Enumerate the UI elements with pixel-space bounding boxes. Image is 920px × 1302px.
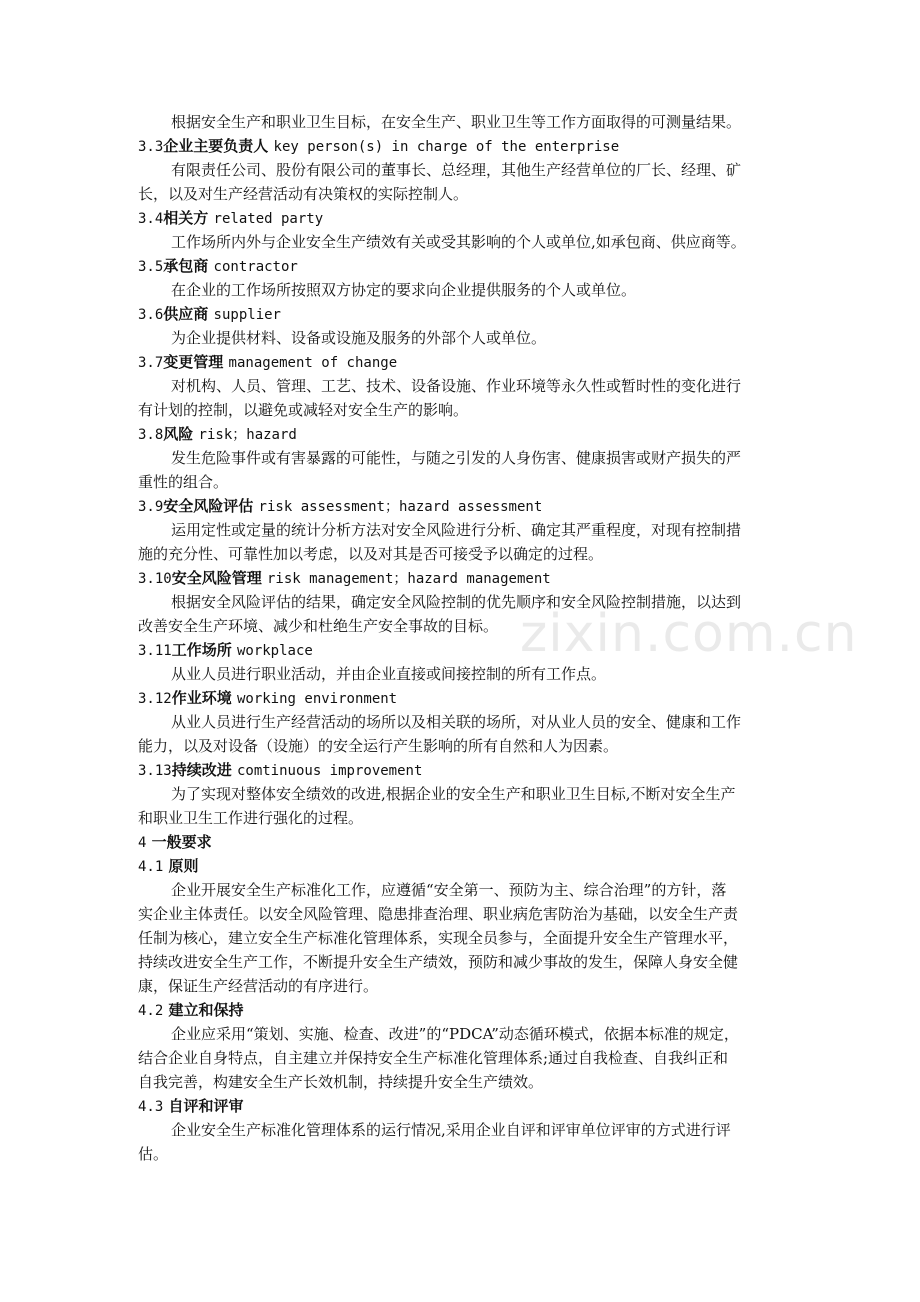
section-english-term: comtinuous improvement <box>236 763 423 779</box>
paragraph-line: 和职业卫生工作进行强化的过程。 <box>138 809 364 827</box>
paragraph-line: 估。 <box>138 1145 169 1163</box>
section-number: 3.11 <box>138 643 172 659</box>
section-number: 3.9 <box>138 499 164 515</box>
section-number: 4.3 <box>138 1099 164 1115</box>
section-english-term: key person(s) in charge of the enterprise <box>273 139 620 155</box>
section-number: 3.13 <box>138 763 172 779</box>
paragraph-line: 从业人员进行职业活动，并由企业直接或间接控制的所有工作点。 <box>171 665 607 683</box>
section-english-term: management of change <box>228 355 398 371</box>
section-title: 企业主要负责人 <box>163 137 269 155</box>
section-title: 风险 <box>163 425 194 443</box>
section-heading <box>138 350 788 374</box>
section-title: 安全风险管理 <box>171 569 262 587</box>
paragraph-line: 为企业提供材料、设备或设施及服务的外部个人或单位。 <box>171 329 547 347</box>
section-number: 3.7 <box>138 355 164 371</box>
section-number: 3.12 <box>138 691 172 707</box>
paragraph-line: 任制为核心，建立安全生产标准化管理体系，实现全员参与，全面提升安全生产管理水平， <box>138 929 739 947</box>
paragraph-line: 企业开展安全生产标准化工作，应遵循“安全第一、预防为主、综合治理”的方针，落 <box>171 881 727 899</box>
section-heading <box>138 422 788 446</box>
paragraph-line: 实企业主体责任。以安全风险管理、隐患排查治理、职业病危害防治为基础，以安全生产责 <box>138 905 739 923</box>
section-number: 3.4 <box>138 211 164 227</box>
section-heading <box>138 134 788 158</box>
section-title: 原则 <box>163 857 199 875</box>
section-heading <box>138 206 788 230</box>
section-english-term: risk management；hazard management <box>266 571 551 587</box>
section-english-term: risk assessment；hazard assessment <box>258 499 543 515</box>
paragraph-line: 自我完善，构建安全生产长效机制，持续提升安全生产绩效。 <box>138 1073 544 1091</box>
paragraph-line: 企业安全生产标准化管理体系的运行情况,采用企业自评和评审单位评审的方式进行评 <box>171 1121 731 1139</box>
paragraph-line: 重性的组合。 <box>138 473 229 491</box>
section-number: 3.10 <box>138 571 172 587</box>
section-title: 相关方 <box>163 209 209 227</box>
section-heading <box>138 1094 788 1118</box>
section-title: 承包商 <box>163 257 209 275</box>
paragraph-line: 从业人员进行生产经营活动的场所以及相关联的场所，对从业人员的安全、健康和工作 <box>171 713 742 731</box>
section-number: 3.8 <box>138 427 164 443</box>
watermark: zixin.com.cn <box>520 604 858 664</box>
section-english-term: risk；hazard <box>198 427 297 443</box>
paragraph-line: 运用定性或定量的统计分析方法对安全风险进行分析、确定其严重程度，对现有控制措 <box>171 521 742 539</box>
paragraph-line: 发生危险事件或有害暴露的可能性，与随之引发的人身伤害、健康损害或财产损失的严 <box>171 449 742 467</box>
section-english-term: workplace <box>236 643 313 659</box>
section-heading <box>138 854 788 878</box>
section-title: 变更管理 <box>163 353 224 371</box>
section-heading <box>138 638 788 662</box>
section-heading <box>138 758 788 782</box>
section-title: 工作场所 <box>171 641 232 659</box>
section-english-term: working environment <box>236 691 398 707</box>
section-heading <box>138 998 788 1022</box>
section-title: 供应商 <box>163 305 209 323</box>
paragraph-line: 施的充分性、可靠性加以考虑，以及对其是否可接受予以确定的过程。 <box>138 545 604 563</box>
section-title: 自评和评审 <box>163 1097 244 1115</box>
paragraph-line: 能力，以及对设备（设施）的安全运行产生影响的所有自然和人为因素。 <box>138 737 619 755</box>
section-number: 4.2 <box>138 1003 164 1019</box>
paragraph-line: 对机构、人员、管理、工艺、技术、设备设施、作业环境等永久性或暂时性的变化进行 <box>171 377 742 395</box>
section-english-term: related party <box>213 211 324 227</box>
paragraph-line: 结合企业自身特点，自主建立并保持安全生产标准化管理体系;通过自我检查、自我纠正和 <box>138 1049 729 1067</box>
paragraph-line: 根据安全风险评估的结果，确定安全风险控制的优先顺序和安全风险控制措施，以达到 <box>171 593 742 611</box>
paragraph-line: 持续改进安全生产工作，不断提升安全生产绩效，预防和减少事故的发生，保障人身安全健 <box>138 953 739 971</box>
paragraph-line: 工作场所内外与企业安全生产绩效有关或受其影响的个人或单位,如承包商、供应商等。 <box>171 233 746 251</box>
paragraph-line: 有限责任公司、股份有限公司的董事长、总经理，其他生产经营单位的厂长、经理、矿 <box>171 161 742 179</box>
paragraph-line: 为了实现对整体安全绩效的改进,根据企业的安全生产和职业卫生目标,不断对安全生产 <box>171 785 736 803</box>
paragraph-line: 企业应采用“策划、实施、检查、改进”的“PDCA”动态循环模式，依据本标准的规定， <box>171 1025 739 1043</box>
section-heading <box>138 566 788 590</box>
paragraph-line: 根据安全生产和职业卫生目标，在安全生产、职业卫生等工作方面取得的可测量结果。 <box>171 113 742 131</box>
paragraph-line: 改善安全生产环境、减少和杜绝生产安全事故的目标。 <box>138 617 499 635</box>
section-title: 一般要求 <box>146 833 212 851</box>
section-number: 3.6 <box>138 307 164 323</box>
paragraph-line: 长，以及对生产经营活动有决策权的实际控制人。 <box>138 185 469 203</box>
section-heading <box>138 494 788 518</box>
section-number: 3.5 <box>138 259 164 275</box>
paragraph-line: 康，保证生产经营活动的有序进行。 <box>138 977 379 995</box>
section-heading <box>138 254 788 278</box>
section-title: 建立和保持 <box>163 1001 244 1019</box>
paragraph-line: 有计划的控制，以避免或减轻对安全生产的影响。 <box>138 401 469 419</box>
paragraph-line: 在企业的工作场所按照双方协定的要求向企业提供服务的个人或单位。 <box>171 281 637 299</box>
section-heading <box>138 302 788 326</box>
section-title: 持续改进 <box>171 761 232 779</box>
section-title: 安全风险评估 <box>163 497 254 515</box>
section-english-term: supplier <box>213 307 281 323</box>
section-title: 作业环境 <box>171 689 232 707</box>
section-number: 3.3 <box>138 139 164 155</box>
section-heading <box>138 830 788 854</box>
section-number: 4.1 <box>138 859 164 875</box>
section-number: 4 <box>138 835 147 851</box>
section-heading <box>138 686 788 710</box>
section-english-term: contractor <box>213 259 298 275</box>
document-body <box>138 110 788 1166</box>
